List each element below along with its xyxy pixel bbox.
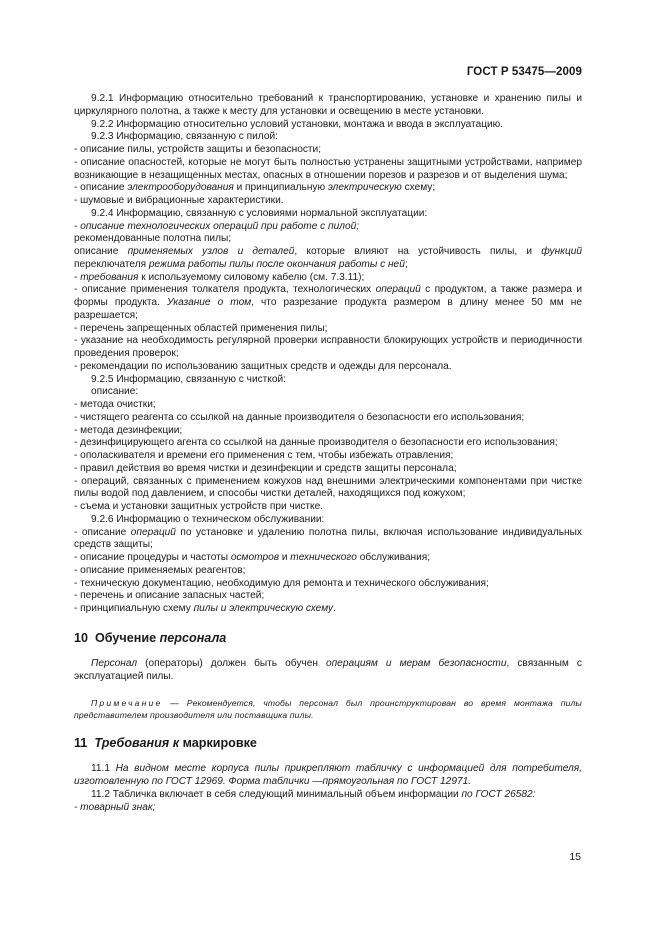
page-number: 15	[569, 851, 581, 863]
section-11-heading: 11 Требования к маркировке	[74, 736, 257, 751]
document-header: ГОСТ Р 53475—2009	[466, 66, 582, 78]
line-11-1: 11.1 На видном месте корпуса пилы прикрепляют табличку с информацией для потребителя, изготовленную по ГОСТ 12969. Форма таблички —прямоугольная по ГОСТ 12971.	[74, 763, 582, 787]
list-item: - требования к используемому силовому кабелю (см. 7.3.11);	[74, 271, 365, 283]
document-body	[74, 93, 582, 814]
list-item: - рекомендации по использованию защитных средств и одежды для персонала.	[74, 360, 452, 372]
line-9-2-4: 9.2.4 Информацию, связанную с условиями нормальной эксплуатации:	[91, 207, 428, 219]
line-9-2-3: 9.2.3 Информацию, связанную с пилой:	[91, 131, 278, 143]
list-item: - описание пилы, устройств защиты и безопасности;	[74, 144, 322, 155]
list-item: - техническую документацию, необходимую для ремонта и технического обслуживания;	[74, 577, 489, 589]
list-item: - чистящего реагента со ссылкой на данные производителя о безопасности его использования;	[74, 411, 525, 423]
list-item: - метода дезинфекции;	[74, 424, 183, 436]
list-item: - описание технологических операций при работе с пилой;	[74, 220, 360, 232]
line-9-2-5: 9.2.5 Информацию, связанную с чисткой:	[91, 373, 286, 385]
list-item: - описание операций по установке и удалению полотна пилы, включая использование индивидуальных средств защиты;	[74, 526, 582, 551]
list-item: - ополаскивателя и времени его применения с тем, чтобы избежать отравления;	[74, 450, 454, 461]
section-10-text: Персонал (операторы) должен быть обучен операциям и мерам безопасности, связанным с эксплуатацией пилы.	[74, 657, 582, 682]
list-item: - принципиальную схему пилы и электрическую схему.	[74, 603, 336, 614]
list-item: описание применяемых узлов и деталей, которые влияют на устойчивость пилы, и функций переключателя режима работы пилы после окончания работы с ней;	[74, 246, 582, 270]
list-item: описание:	[91, 386, 139, 398]
list-item: - товарный знак;	[74, 801, 156, 813]
list-item: рекомендованные полотна пилы;	[74, 233, 232, 245]
line-9-2-2: 9.2.2 Информацию относительно условий установки, монтажа и ввода в эксплуатацию.	[91, 118, 504, 130]
list-item: - указание на необходимость регулярной проверки исправности блокирующих устройств и периодичности проведения проверок;	[74, 335, 582, 359]
section-10-note: Примечание — Рекомендуется, чтобы персонал был проинструктирован во время монтажа пилы представителем производителя или поставщика пилы.	[74, 698, 582, 721]
line-9-2-1: 9.2.1 Информацию относительно требований к транспортированию, установке и хранению пилы и циркулярного полотна, а также к месту для установки и освещению в месте установки.	[74, 93, 582, 117]
list-item: - описание электрооборудования и принципиальную электрическую схему;	[74, 182, 436, 194]
line-11-2: 11.2 Табличка включает в себя следующий минимальный объем информации по ГОСТ 26582:	[91, 788, 536, 800]
list-item: - описание применения толкателя продукта, технологических операций с продуктом, а также размера и формы продукта. Указание о том, что разрезание продукта размером в длину менее 50 мм не разрешается;	[74, 284, 582, 321]
section-10-heading: 10 Обучение персонала	[74, 630, 227, 645]
line-9-2-6: 9.2.6 Информацию о техническом обслуживании:	[91, 513, 325, 525]
list-item: - метода очистки;	[74, 399, 156, 410]
list-item: - съема и установки защитных устройств при чистке.	[74, 501, 324, 512]
list-item: - описание опасностей, которые не могут быть полностью устранены защитными устройствами, например возникающие в незащищенных местах, опасных в отношении порезов и разрезов и от выделения шума;	[74, 156, 582, 181]
list-item: - описание процедуры и частоты осмотров и технического обслуживания;	[74, 552, 431, 563]
list-item: - перечень и описание запасных частей;	[74, 590, 265, 602]
list-item: - правил действия во время чистки и дезинфекции и средств защиты персонала;	[74, 462, 457, 474]
list-item: - операций, связанных с применением кожухов над внешними электрическими компонентами при чистке пилы водой под давлением, и способы чистки деталей, находящихся под кожухом;	[74, 475, 582, 500]
list-item: - перечень запрещенных областей применения пилы;	[74, 322, 328, 334]
list-item: - шумовые и вибрационные характеристики.	[74, 195, 284, 206]
list-item: - дезинфицирующего агента со ссылкой на данные производителя о безопасности его использования;	[74, 437, 558, 449]
list-item: - описание применяемых реагентов;	[74, 564, 246, 576]
